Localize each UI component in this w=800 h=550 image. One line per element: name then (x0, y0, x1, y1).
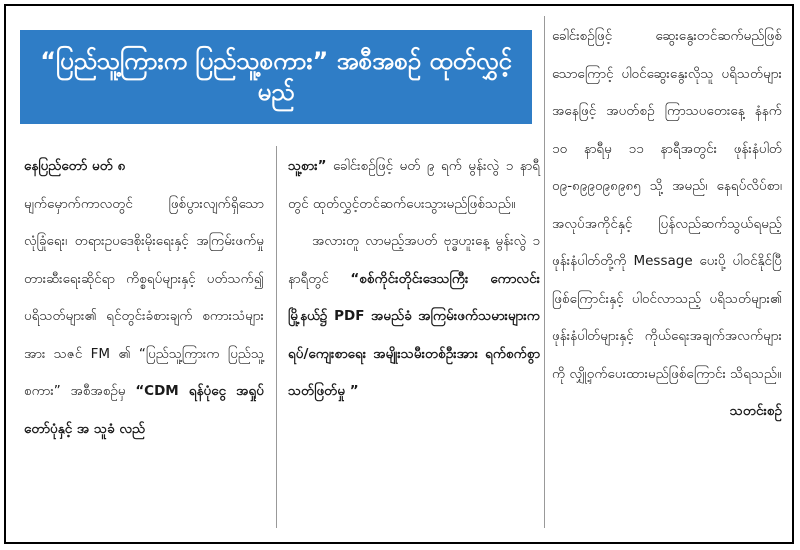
headline-banner (20, 30, 532, 124)
column-2-para-1-text: ခေါင်းစဉ်ဖြင့် မတ် ၉ ရက် မွန်းလွဲ ၁ နာရီတွင် ထုတ်လွှင့်တင်ဆက်ပေးသွားမည်ဖြစ်သည်။ (288, 158, 540, 212)
article-column-1 (24, 148, 264, 448)
column-1-body (24, 186, 264, 449)
article-column-3 (552, 18, 782, 431)
column-1-bold-tail: “CDM ရန်ပုံငွေ အရှုပ်တော်ပုံနှင့် အ သူခံ လည် (24, 383, 264, 437)
headline-text: “ပြည်သူ့ကြားက ပြည်သူ့စကား” အစီအစဉ် ထုတ်လွှင့်မည် (40, 46, 512, 106)
column-divider-1 (276, 146, 277, 528)
column-2-para-2-text: အလားတူ လာမည့်အပတ် ဗုဒ္ဓဟူးနေ့ မွန်းလွဲ ၁ နာရီတွင် (288, 233, 540, 287)
column-divider-2 (544, 16, 545, 528)
column-2-para-1 (288, 148, 540, 223)
column-2-para-1-bold: သူ့စား” (288, 158, 327, 174)
dateline: နေပြည်တော် မတ် ၈ (24, 158, 126, 174)
byline: သတင်းစဉ် (729, 403, 782, 419)
article-column-2 (288, 148, 540, 411)
column-1-text: မျက်မှောက်ကာလတွင် ဖြစ်ပွားလျက်ရှိသော လုံခြုံရေး၊ တရားဥပဒေစိုးမိုးရေးနှင့် အကြမ်းဖက်မှုတားဆီးရေးဆိုင်ရာ ကိစ္စရပ်များနှင့် ပတ်သက်၍ ပရိသတ်များ၏ ရင်တွင်းခံစားချက် စကားသံများအား သဇင် FM ၏ “ပြည်သူ့ကြားက ပြည်သူ့စကား” အစီအစဉ်မှ (24, 195, 264, 399)
column-2-para-2-bold: “စစ်ကိုင်းတိုင်းဒေသကြီး ကောလင်းမြို့နယ်၌ PDF အမည်ခံ အကြမ်းဖက်သမားများက ရပ်/ကျေးစာရေး အမျိုးသမီးတစ်ဦးအား ရက်စက်စွာသတ်ဖြတ်မှု ” (288, 270, 540, 399)
article-frame (4, 4, 794, 544)
column-3-body: ခေါင်းစဉ်ဖြင့် ဆွေးနွေးတင်ဆက်မည်ဖြစ်သောကြောင့် ပါဝင်ဆွေးနွေးလိုသူ ပရိသတ်များအနေဖြင့် အပတ်စဉ် ကြာသပတေးနေ့ နံနက် ၁၀ နာရီမှ ၁၁ နာရီအတွင်း ဖုန်းနံပါတ် ၀၉-၈၉၉၀၉၈၉၈၅ သို့ အမည်၊ နေရပ်လိပ်စာ၊ အလုပ်အကိုင်နှင့် ပြန်လည်ဆက်သွယ်ရမည့် ဖုန်းနံပါတ်တို့ကို Message ပေးပို့ ပါဝင်နိုင်ပြီဖြစ်ကြောင်းနှင့် ပါဝင်လာသည့် ပရိသတ်များ၏ ဖုန်းနံပါတ်များနှင့် ကိုယ်ရေးအချက်အလက်များကို လျှို့ဝှက်ပေးထားမည်ဖြစ်ကြောင်း သိရသည်။ (552, 28, 782, 382)
column-2-para-2 (288, 223, 540, 411)
